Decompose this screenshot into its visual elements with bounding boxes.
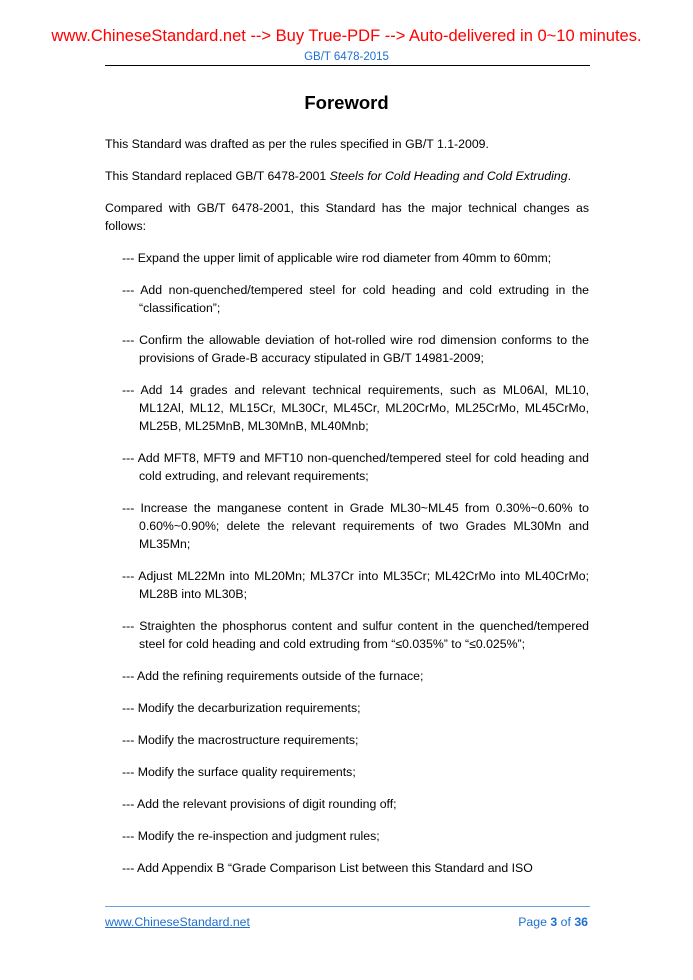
page-indicator xyxy=(518,915,588,929)
footer-divider xyxy=(105,906,590,907)
footer-site-link[interactable]: www.ChineseStandard.net xyxy=(105,915,250,929)
intro-paragraph-replacement xyxy=(105,167,589,185)
replaced-standard-title: Steels for Cold Heading and Cold Extruding xyxy=(329,169,568,183)
change-item: --- Modify the surface quality requirements; xyxy=(122,765,356,779)
change-item: --- Add the relevant provisions of digit rounding off; xyxy=(122,797,397,811)
change-item: --- Add Appendix B “Grade Comparison List between this Standard and ISO xyxy=(122,861,533,875)
change-item: --- Modify the macrostructure requirements; xyxy=(122,733,359,747)
change-item: --- Add MFT8, MFT9 and MFT10 non-quenched/tempered steel for cold heading and cold extruding, and relevant requirements; xyxy=(122,451,589,483)
replacement-end: . xyxy=(567,169,571,183)
page-current: 3 xyxy=(550,915,558,929)
change-item: --- Increase the manganese content in Grade ML30~ML45 from 0.30%~0.60% to 0.60%~0.90%; delete the relevant requirements of two Grades ML30Mn and ML35Mn; xyxy=(122,501,589,551)
change-item: --- Expand the upper limit of applicable wire rod diameter from 40mm to 60mm; xyxy=(122,251,552,265)
page-title: Foreword xyxy=(304,92,389,113)
header-divider xyxy=(105,65,590,66)
change-item: --- Add non-quenched/tempered steel for cold heading and cold extruding in the “classification”; xyxy=(122,283,589,315)
change-item: --- Confirm the allowable deviation of hot-rolled wire rod dimension conforms to the provisions of Grade-B accuracy stipulated in GB/T 14981-2009; xyxy=(122,333,589,365)
promo-banner[interactable]: www.ChineseStandard.net --> Buy True-PDF --> Auto-delivered in 0~10 minutes. xyxy=(51,27,642,45)
intro-paragraph-drafting: This Standard was drafted as per the rules specified in GB/T 1.1-2009. xyxy=(105,137,489,151)
change-item: --- Add 14 grades and relevant technical requirements, such as ML06Al, ML10, ML12Al, ML12, ML15Cr, ML30Cr, ML45Cr, ML20CrMo, ML25CrMo, ML45CrMo, ML25B, ML25MnB, ML30MnB, ML40Mnb; xyxy=(122,383,589,433)
replacement-text: This Standard replaced GB/T 6478-2001 xyxy=(105,169,330,183)
change-item: --- Modify the re-inspection and judgment rules; xyxy=(122,829,380,843)
page-label: Page xyxy=(518,915,551,929)
intro-paragraph-changes: Compared with GB/T 6478-2001, this Standard has the major technical changes as follows: xyxy=(105,201,589,233)
page-total: 36 xyxy=(574,915,588,929)
standard-code: GB/T 6478-2015 xyxy=(304,51,389,63)
change-item: --- Straighten the phosphorus content and sulfur content in the quenched/tempered steel for cold heading and cold extruding from “≤0.035%” to “≤0.025%”; xyxy=(122,619,589,651)
change-item: --- Adjust ML22Mn into ML20Mn; ML37Cr into ML35Cr; ML42CrMo into ML40CrMo; ML28B into ML30B; xyxy=(122,569,589,601)
change-item: --- Add the refining requirements outside of the furnace; xyxy=(122,669,424,683)
change-item: --- Modify the decarburization requirements; xyxy=(122,701,361,715)
document-body xyxy=(105,135,589,891)
page-of: of xyxy=(557,915,575,929)
changes-list xyxy=(105,249,589,877)
